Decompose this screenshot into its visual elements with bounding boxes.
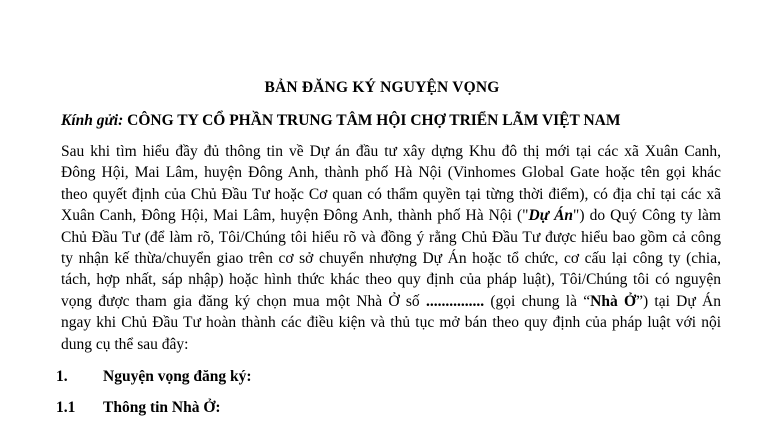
paragraph-line: theo quyết định của Chủ Đầu Tư hoặc Cơ quan có thẩm quyền tại từng thời điểm), có địa chỉ tại các xã [61,185,721,203]
paragraph-line [61,291,721,312]
paragraph-line: ngay khi Chủ Đầu Tư hoàn thành các điều kiện và thủ tục mở bán theo quy định của pháp luật với nội [61,314,721,332]
recipient-name: CÔNG TY CỔ PHẦN TRUNG TÂM HỘI CHỢ TRIỂN LÃM VIỆT NAM [127,112,621,129]
section-heading-1-1 [56,398,221,418]
document-title: BẢN ĐĂNG KÝ NGUYỆN VỌNG [264,79,500,96]
section-heading-1 [56,367,252,387]
section-title: Thông tin Nhà Ở: [103,399,221,416]
paragraph-line: tách, hợp nhất, sáp nhập) hoặc hình thức khác theo quy định của pháp luật), Tôi/Chúng tôi có nguyện [61,271,721,289]
paragraph-text: ") do Quý Công ty làm [573,207,721,225]
paragraph-line: Đông Hội, Mai Lâm, huyện Đông Anh, thành phố Hà Nội (Vinhomes Global Gate hoặc tên gọi khác [61,164,721,182]
paragraph-line: Sau khi tìm hiểu đầy đủ thông tin về Dự án đầu tư xây dựng Khu đô thị mới tại các xã Xuân Canh, [61,143,721,160]
section-title: Nguyện vọng đăng ký: [103,368,252,385]
section-number: 1.1 [56,399,76,416]
paragraph-line: Chủ Đầu Tư (để làm rõ, Tôi/Chúng tôi hiểu rõ và đồng ý rằng Chủ Đầu Tư được hiểu bao gồm cả công [61,228,721,246]
recipient-lead: Kính gửi: [61,112,124,129]
paragraph-line: dung cụ thể sau đây: [61,335,189,353]
section-number: 1. [56,368,68,385]
defined-term-nha-o: Nhà Ở [590,292,637,310]
paragraph-text: ”) tại Dự Án [636,292,721,310]
paragraph-text: Xuân Canh, Đông Hội, Mai Lâm, huyện Đông Anh, thành phố Hà Nội (" [61,207,529,225]
recipient-line [61,111,741,131]
paragraph-line [61,205,721,226]
house-number-blank: ............... [425,292,485,310]
paragraph-line: ty nhận kế thừa/chuyển giao trên cơ sở chuyển nhượng Dự Án hoặc tổ chức, cơ cấu lại công ty (chia, [61,249,721,267]
intro-paragraph [61,141,721,355]
paragraph-text: (gọi chung là “ [484,292,591,310]
paragraph-text: vọng được tham gia đăng ký chọn mua một Nhà Ở số [61,292,426,310]
defined-term-du-an: Dự Án [528,207,574,225]
